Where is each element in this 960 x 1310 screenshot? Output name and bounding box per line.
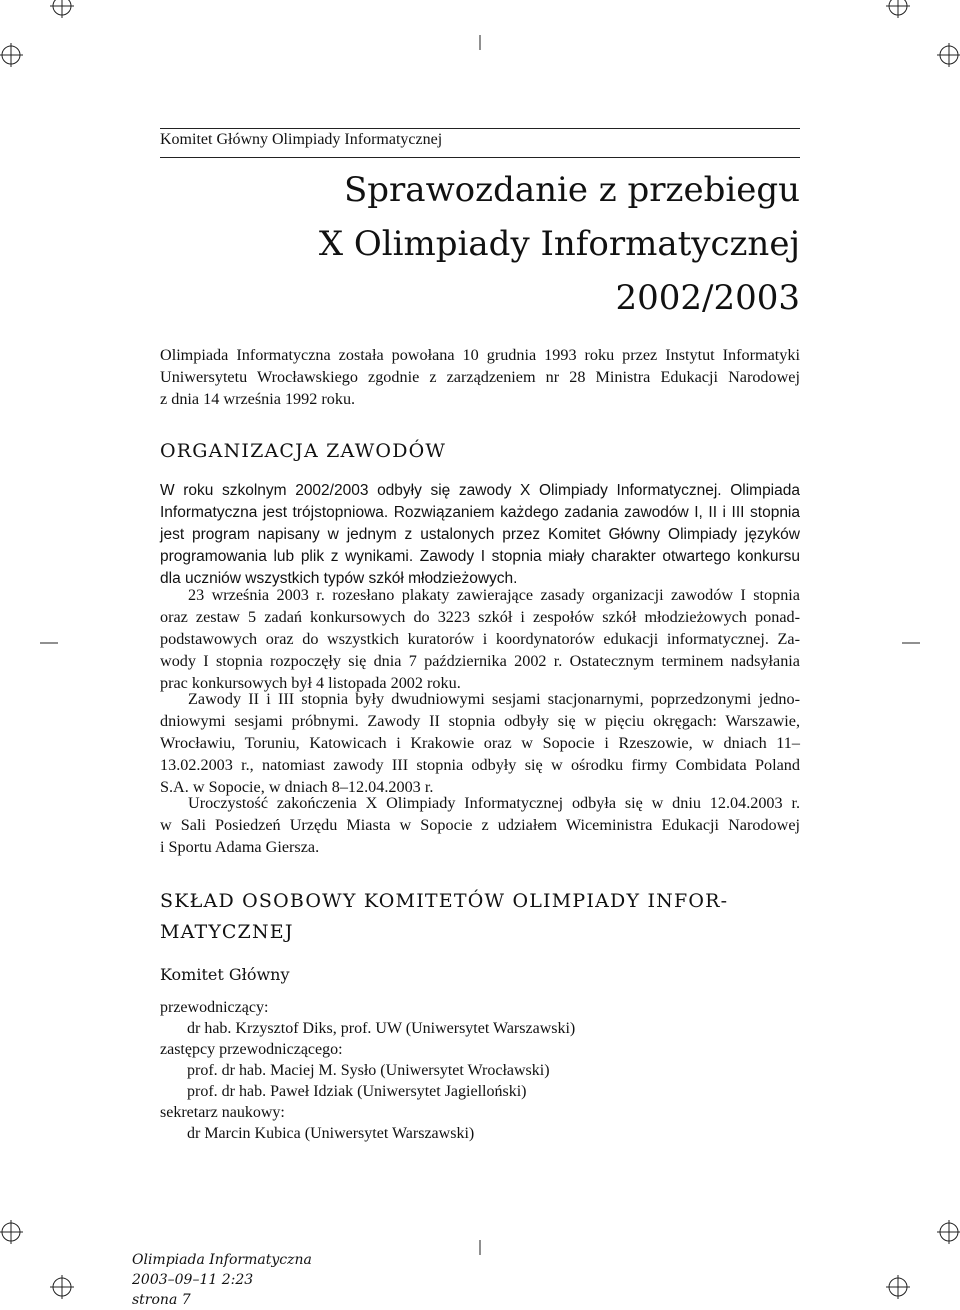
- text-line: z dnia 14 września 1992 roku.: [160, 390, 356, 408]
- text-line: i Sportu Adama Giersza.: [160, 838, 320, 856]
- role-label: przewodniczący:: [160, 999, 269, 1016]
- paragraph-organizacja-3: [160, 688, 800, 798]
- footer-title: Olimpiada Informatyczna: [132, 1252, 312, 1268]
- paragraph-organizacja-1: [160, 480, 800, 590]
- text-line: Informatyczna jest trójstopniowa. Rozwiązaniem każdego zadania zawodów I, II i III stopnia: [160, 504, 800, 521]
- text-line: jest program napisany w jednym z ustalonych przez Komitet Główny Olimpiady języków: [160, 526, 800, 543]
- text-line: oraz zestaw 5 zadań konkursowych do 3223 szkół i zespołów szkół młodzieżowych ponad-: [160, 608, 800, 626]
- text-line: Uniwersytetu Wrocławskiego zgodnie z zarządzeniem nr 28 Ministra Edukacji Narodowej: [160, 368, 800, 386]
- text-line: dla uczniów wszystkich typów szkół młodzieżowych.: [160, 570, 518, 587]
- intro-paragraph: [160, 344, 800, 410]
- footer-timestamp: 2003–09–11 2:23: [132, 1272, 254, 1288]
- member-entry: prof. dr hab. Paweł Idziak (Uniwersytet Jagielloński): [187, 1083, 527, 1100]
- section-heading-sklad-line-1: SKŁAD OSOBOWY KOMITETÓW OLIMPIADY INFOR-: [160, 890, 729, 912]
- text-line: w Sali Posiedzeń Urzędu Miasta w Sopocie z udziałem Wiceministra Edukacji Narodowej: [160, 816, 800, 834]
- text-line: prac konkursowych był 4 listopada 2002 roku.: [160, 674, 461, 692]
- member-entry: dr Marcin Kubica (Uniwersytet Warszawski): [187, 1125, 475, 1142]
- header-bottom-rule: [160, 157, 800, 158]
- subheading-komitet-glowny: Komitet Główny: [160, 965, 290, 984]
- text-line: podstawowych oraz do wszystkich kuratorów i koordynatorów edukacji informatycznej. Za-: [160, 630, 800, 648]
- text-line: W roku szkolnym 2002/2003 odbyły się zawody X Olimpiady Informatycznej. Olimpiada: [160, 482, 800, 499]
- footer-page-number: strona 7: [132, 1292, 191, 1308]
- text-line: wody I stopnia rozpoczęły się dnia 7 października 2002 r. Ostatecznym terminem nadsyłania: [160, 652, 800, 670]
- title-line-2: X Olimpiady Informatycznej: [318, 224, 800, 264]
- text-line: S.A. w Sopocie, w dniach 8–12.04.2003 r.: [160, 778, 434, 796]
- header-top-rule: [160, 128, 800, 129]
- text-line: 13.02.2003 r., natomiast zawody III stopnia odbyły się w ośrodku firmy Combidata Poland: [160, 756, 800, 774]
- text-line: programowania lub plik z wynikami. Zawody I stopnia miały charakter otwartego konkursu: [160, 548, 800, 565]
- member-entry: prof. dr hab. Maciej M. Sysło (Uniwersytet Wrocławski): [187, 1062, 550, 1079]
- running-head: Komitet Główny Olimpiady Informatycznej: [160, 131, 443, 148]
- text-line: Uroczystość zakończenia X Olimpiady Informatycznej odbyła się w dniu 12.04.2003 r.: [188, 794, 800, 812]
- paragraph-organizacja-4: [160, 792, 800, 858]
- text-line: dniowymi sesjami próbnymi. Zawody II stopnia odbyły się w pięciu okręgach: Warszawie,: [160, 712, 800, 730]
- text-line: Wrocławiu, Toruniu, Katowicach i Krakowie oraz w Sopocie i Rzeszowie, w dniach 11–: [160, 734, 800, 752]
- role-label: sekretarz naukowy:: [160, 1104, 285, 1121]
- role-label: zastępcy przewodniczącego:: [160, 1041, 343, 1058]
- member-entry: dr hab. Krzysztof Diks, prof. UW (Uniwersytet Warszawski): [187, 1020, 576, 1037]
- section-heading-sklad-line-2: MATYCZNEJ: [160, 921, 294, 943]
- text-line: Olimpiada Informatyczna została powołana 10 grudnia 1993 roku przez Instytut Informatyki: [160, 346, 800, 364]
- paragraph-organizacja-2: [160, 584, 800, 694]
- text-line: Zawody II i III stopnia były dwudniowymi sesjami stacjonarnymi, poprzedzonymi jedno-: [188, 690, 800, 708]
- text-line: 23 września 2003 r. rozesłano plakaty zawierające zasady organizacji zawodów I stopnia: [188, 586, 800, 604]
- section-heading-organizacja: ORGANIZACJA ZAWODÓW: [160, 440, 447, 462]
- title-line-1: Sprawozdanie z przebiegu: [344, 170, 800, 210]
- committee-list: [160, 997, 575, 1144]
- page-footer: [132, 1250, 312, 1310]
- title-line-3: 2002/2003: [615, 278, 800, 318]
